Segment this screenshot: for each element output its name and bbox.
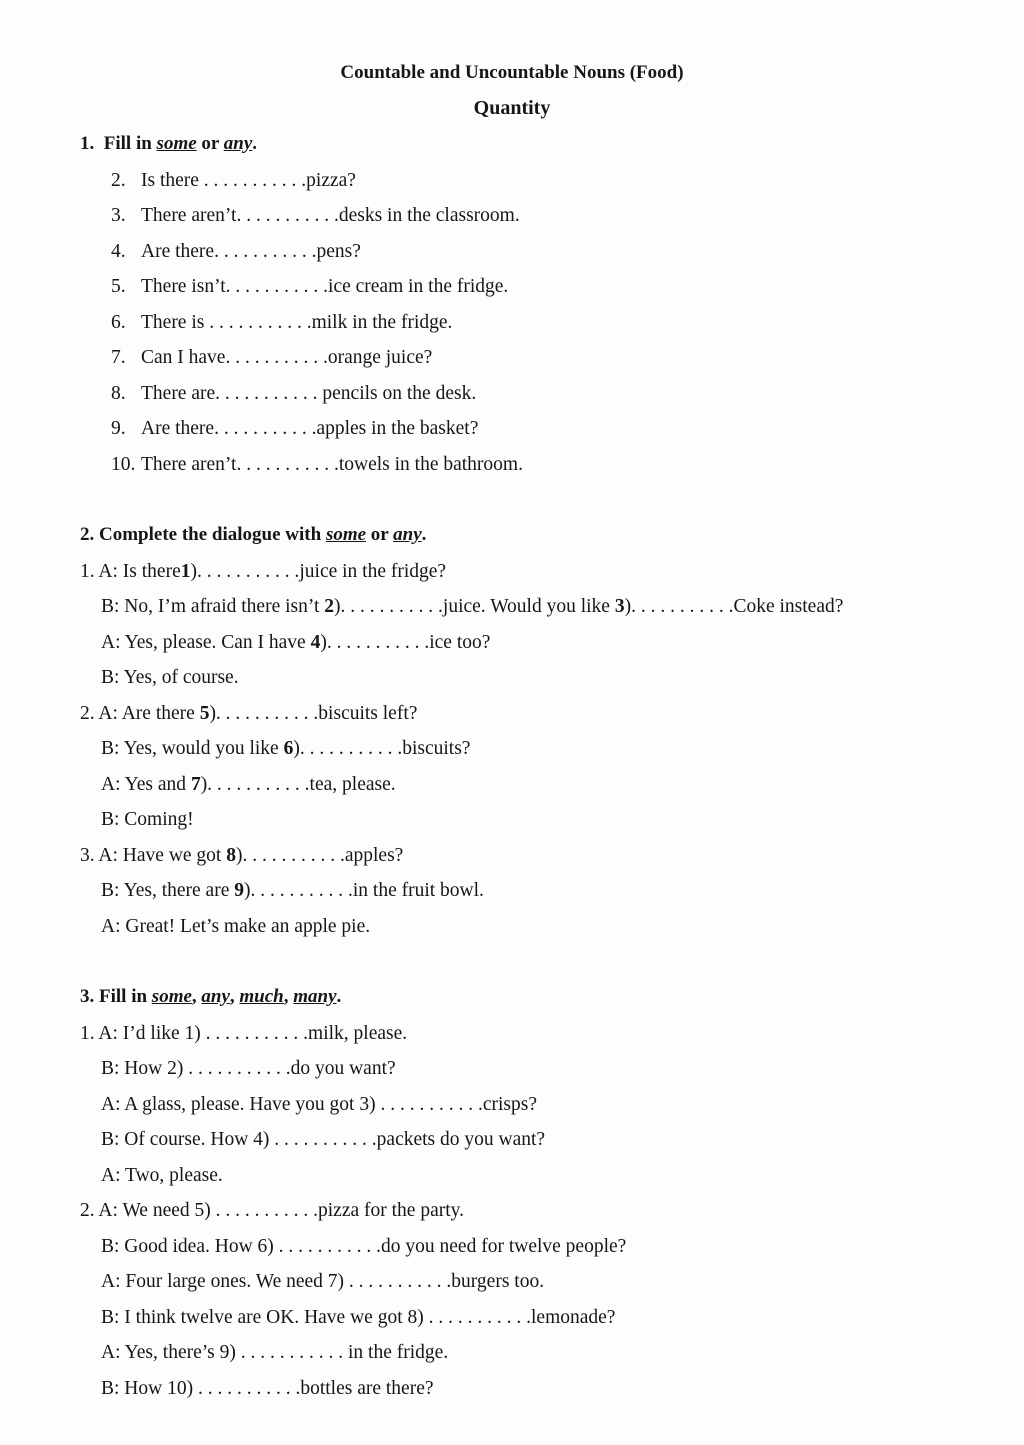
section1-item: 5. There isn’t. . . . . . . . . . .ice cream in the fridge. xyxy=(111,276,509,297)
dialogue-line: B: Of course. How 4) . . . . . . . . . . .packets do you want? xyxy=(101,1129,546,1150)
section1-item: 6. There is . . . . . . . . . . .milk in the fridge. xyxy=(111,312,453,333)
dialogue-line: 2. A: We need 5) . . . . . . . . . . .pizza for the party. xyxy=(80,1200,464,1221)
section2-heading: 2. Complete the dialogue with some or any. xyxy=(80,524,427,545)
dialogue-line: A: A glass, please. Have you got 3) . . . . . . . . . . .crisps? xyxy=(101,1094,537,1115)
dialogue-line: 1. A: I’d like 1) . . . . . . . . . . .milk, please. xyxy=(80,1023,408,1044)
page-subtitle: Quantity xyxy=(473,97,551,119)
dialogue-line: B: Yes, of course. xyxy=(101,667,239,688)
dialogue-line: A: Yes and 7). . . . . . . . . . .tea, please. xyxy=(101,774,396,795)
dialogue-line: B: Coming! xyxy=(101,809,194,830)
section1-item: 3. There aren’t. . . . . . . . . . .desks in the classroom. xyxy=(111,205,520,226)
dialogue-line: A: Yes, please. Can I have 4). . . . . . . . . . .ice too? xyxy=(101,632,491,653)
dialogue-line: B: Good idea. How 6) . . . . . . . . . . .do you need for twelve people? xyxy=(101,1236,627,1257)
dialogue-line: A: Great! Let’s make an apple pie. xyxy=(101,916,371,937)
dialogue-line: 1. A: Is there1). . . . . . . . . . .juice in the fridge? xyxy=(80,561,447,582)
section1-item: 2. Is there . . . . . . . . . . .pizza? xyxy=(111,170,356,191)
section1-item: 8. There are. . . . . . . . . . . pencils on the desk. xyxy=(111,383,477,404)
section1-item: 7. Can I have. . . . . . . . . . .orange juice? xyxy=(111,347,433,368)
dialogue-line: B: Yes, would you like 6). . . . . . . . . . .biscuits? xyxy=(101,738,471,759)
section1-item: 4. Are there. . . . . . . . . . .pens? xyxy=(111,241,361,262)
dialogue-line: B: Yes, there are 9). . . . . . . . . . .in the fruit bowl. xyxy=(101,880,484,901)
section3-heading: 3. Fill in some, any, much, many. xyxy=(80,986,342,1007)
dialogue-line: B: How 10) . . . . . . . . . . .bottles are there? xyxy=(101,1378,434,1399)
section1-item: 10. There aren’t. . . . . . . . . . .towels in the bathroom. xyxy=(111,454,523,475)
dialogue-line: A: Four large ones. We need 7) . . . . . . . . . . .burgers too. xyxy=(101,1271,545,1292)
dialogue-line: 2. A: Are there 5). . . . . . . . . . .biscuits left? xyxy=(80,703,418,724)
section1-heading: 1. Fill in some or any. xyxy=(80,133,257,154)
section1-item: 9. Are there. . . . . . . . . . .apples in the basket? xyxy=(111,418,479,439)
page-title: Countable and Uncountable Nouns (Food) xyxy=(340,62,684,83)
dialogue-line: B: I think twelve are OK. Have we got 8) . . . . . . . . . . .lemonade? xyxy=(101,1307,616,1328)
dialogue-line: B: How 2) . . . . . . . . . . .do you want? xyxy=(101,1058,396,1079)
dialogue-line: A: Yes, there’s 9) . . . . . . . . . . . in the fridge. xyxy=(101,1342,449,1363)
dialogue-line: 3. A: Have we got 8). . . . . . . . . . .apples? xyxy=(80,845,404,866)
dialogue-line: B: No, I’m afraid there isn’t 2). . . . . . . . . . .juice. Would you like 3). . . . . . . . . . .Coke instead? xyxy=(101,596,844,617)
dialogue-line: A: Two, please. xyxy=(101,1165,223,1186)
